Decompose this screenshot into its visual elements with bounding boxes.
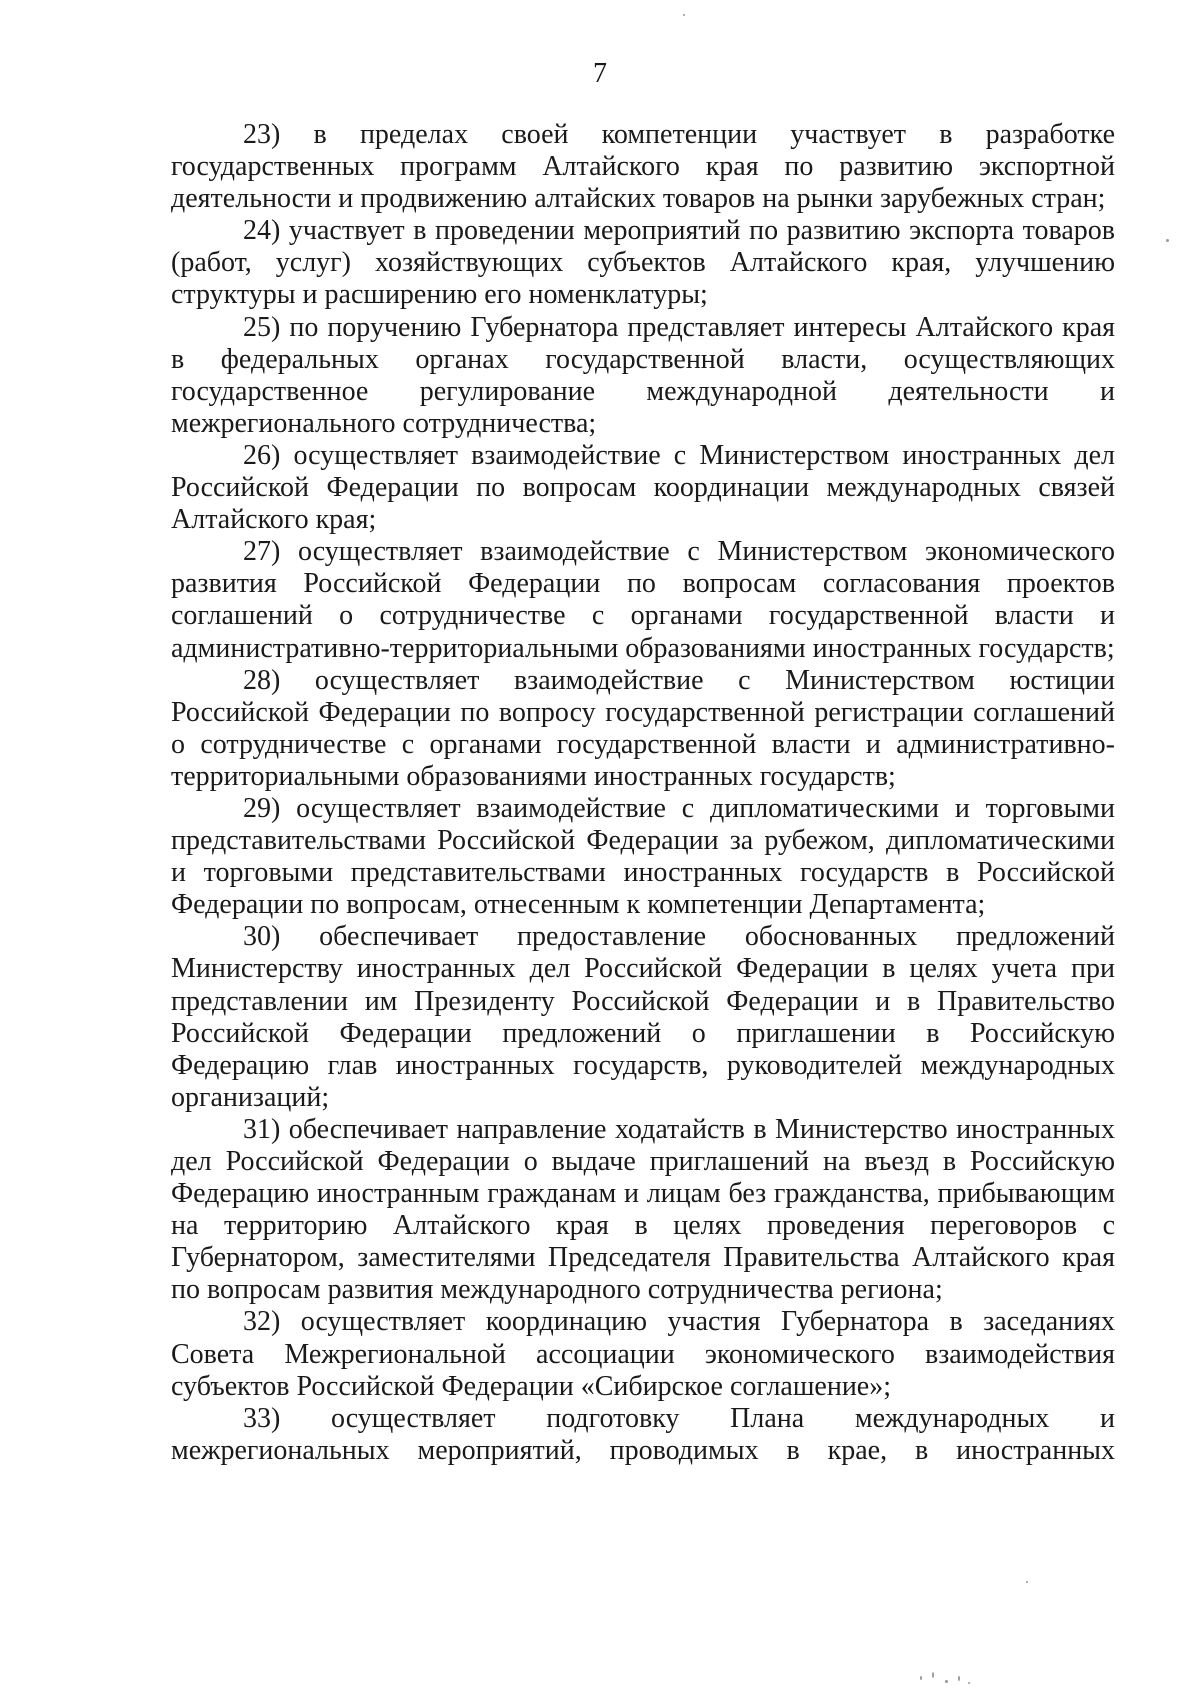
scan-speck xyxy=(920,1676,922,1680)
scan-speck xyxy=(958,1676,960,1681)
paragraph-item-28: 28) осуществляет взаимодействие с Министерством юстиции Российской Федерации по вопросу государственной регистрации соглашений о сотрудничестве с органами государственной власти и административно-территориальными образованиями иностранных государств; xyxy=(171,664,1115,792)
document-body xyxy=(171,119,1115,1467)
paragraph-item-29: 29) осуществляет взаимодействие с дипломатическими и торговыми представительствами Российской Федерации за рубежом, дипломатическими и торговыми представительствами иностранных государств в Российской Федерации по вопросам, отнесенным к компетенции Департамента; xyxy=(171,792,1115,921)
scan-speck xyxy=(968,1682,970,1684)
paragraph-item-27: 27) осуществляет взаимодействие с Министерством экономического развития Российской Федерации по вопросам согласования проектов соглашений о сотрудничестве с органами государственной власти и административно-территориальными образованиями иностранных государств; xyxy=(171,536,1115,664)
scan-speck xyxy=(683,14,685,16)
scan-speck xyxy=(932,1672,934,1678)
scan-speck xyxy=(1166,239,1169,242)
paragraph-item-23: 23) в пределах своей компетенции участвует в разработке государственных программ Алтайского края по развитию экспортной деятельности и продвижению алтайских товаров на рынки зарубежных стран; xyxy=(171,119,1115,215)
paragraph-item-31: 31) обеспечивает направление ходатайств в Министерство иностранных дел Российской Федерации о выдаче приглашений на въезд в Российскую Федерацию иностранным гражданам и лицам без гражданства, прибывающим на территорию Алтайского края в целях проведения переговоров с Губернатором, заместителями Председателя Правительства Алтайского края по вопросам развития международного сотрудничества региона; xyxy=(171,1113,1115,1306)
paragraph-item-25: 25) по поручению Губернатора представляет интересы Алтайского края в федеральных органах государственной власти, осуществляющих государственное регулирование международной деятельности и межрегионального сотрудничества; xyxy=(171,311,1115,439)
paragraph-item-24: 24) участвует в проведении мероприятий по развитию экспорта товаров (работ, услуг) хозяйствующих субъектов Алтайского края, улучшению структуры и расширению его номенклатуры; xyxy=(171,215,1115,311)
paragraph-item-26: 26) осуществляет взаимодействие с Министерством иностранных дел Российской Федерации по вопросам координации международных связей Алтайского края; xyxy=(171,439,1115,536)
page-number: 7 xyxy=(593,58,607,89)
scan-speck xyxy=(945,1680,948,1683)
scan-speck xyxy=(1026,1581,1028,1583)
paragraph-item-33: 33) осуществляет подготовку Плана международных и межрегиональных мероприятий, проводимых в крае, в иностранных xyxy=(171,1402,1115,1466)
paragraph-item-30: 30) обеспечивает предоставление обоснованных предложений Министерству иностранных дел Российской Федерации в целях учета при представлении им Президенту Российской Федерации и в Правительство Российской Федерации предложений о приглашении в Российскую Федерацию глав иностранных государств, руководителей международных организаций; xyxy=(171,921,1115,1113)
paragraph-item-32: 32) осуществляет координацию участия Губернатора в заседаниях Совета Межрегиональной ассоциации экономического взаимодействия субъектов Российской Федерации «Сибирское соглашение»; xyxy=(171,1306,1115,1402)
